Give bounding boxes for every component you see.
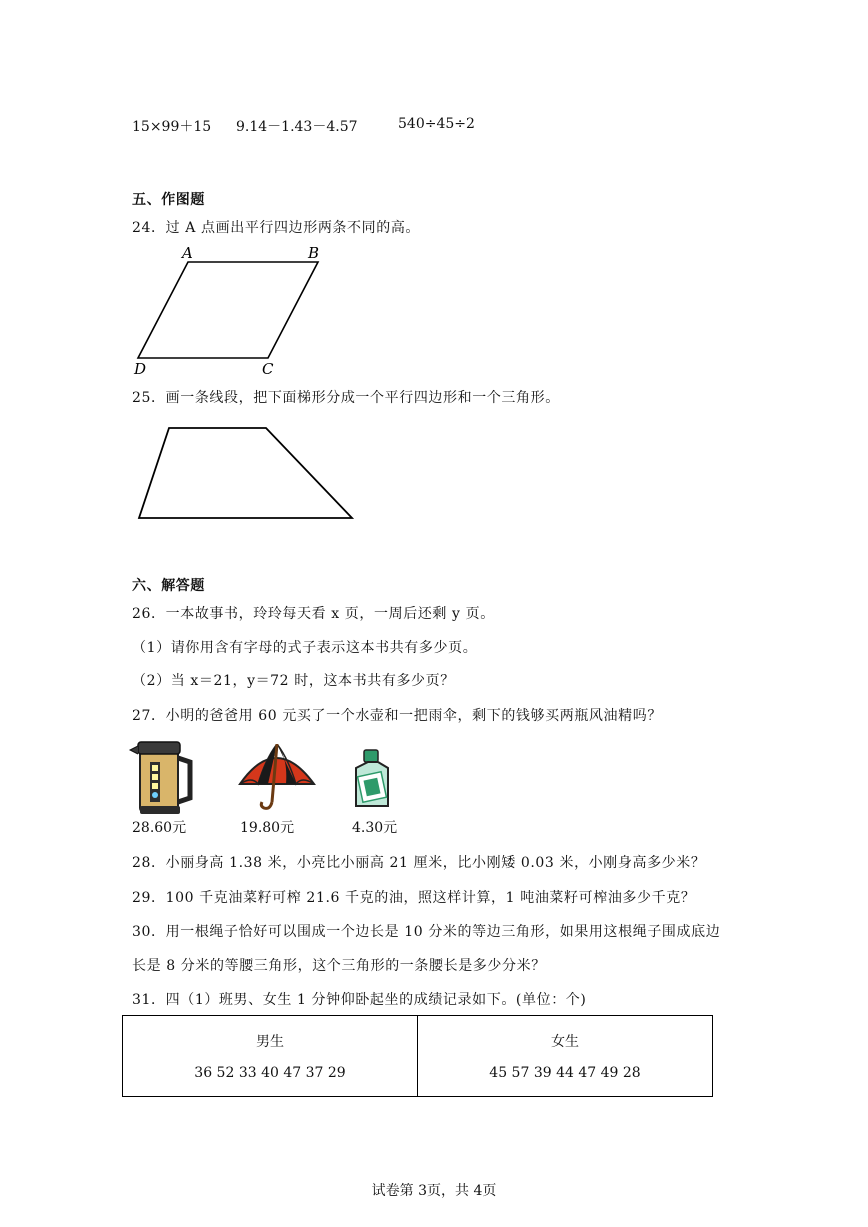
question-28: 28．小丽身高 1.38 米，小亮比小丽高 21 厘米，比小刚矮 0.03 米，小刚身高多少米？ [132, 855, 706, 871]
girls-cell [418, 1016, 713, 1097]
question-31: 31．四（1）班男、女生 1 分钟仰卧起坐的成绩记录如下。(单位：个) [132, 992, 587, 1008]
girls-header: 女生 [551, 1034, 579, 1050]
vertex-label-a: A [182, 244, 193, 262]
umbrella-icon [236, 744, 318, 814]
question-30-line-2: 长是 8 分米的等腰三角形，这个三角形的一条腰长是多少分米？ [132, 958, 546, 974]
oil-bottle-price: 4.30元 [352, 820, 398, 836]
question-29: 29．100 千克油菜籽可榨 21.6 千克的油，照这样计算，1 吨油菜籽可榨油多少千克？ [132, 890, 696, 906]
boys-header: 男生 [256, 1034, 284, 1050]
oil-bottle-icon [348, 748, 396, 812]
question-26: 26．一本故事书，玲玲每天看 x 页，一周后还剩 y 页。 [132, 606, 495, 622]
section-6-heading: 六、解答题 [132, 578, 205, 594]
question-26-part-2: （2）当 x＝21，y＝72 时，这本书共有多少页？ [132, 673, 455, 689]
umbrella-price: 19.80元 [240, 820, 295, 836]
girls-scores: 45 57 39 44 47 49 28 [489, 1065, 641, 1081]
calc-expression-1: 15×99＋15 [132, 119, 212, 135]
vertex-label-c: C [262, 360, 274, 378]
boys-cell [123, 1016, 418, 1097]
scores-table [122, 1015, 713, 1097]
question-24: 24．过 A 点画出平行四边形两条不同的高。 [132, 220, 421, 236]
vertex-label-b: B [308, 244, 320, 262]
trapezoid-shape [139, 428, 352, 518]
trapezoid-figure [134, 424, 358, 524]
kettle-price: 28.60元 [132, 820, 187, 836]
question-26-part-1: （1）请你用含有字母的式子表示这本书共有多少页。 [132, 640, 478, 656]
vertex-label-d: D [134, 360, 147, 378]
calc-expression-3: 540÷45÷2 [398, 116, 475, 132]
kettle-icon [128, 740, 198, 816]
question-25: 25．画一条线段，把下面梯形分成一个平行四边形和一个三角形。 [132, 390, 560, 406]
question-27: 27．小明的爸爸用 60 元买了一个水壶和一把雨伞，剩下的钱够买两瓶风油精吗？ [132, 708, 662, 724]
parallelogram-shape [138, 262, 318, 358]
page-footer: 试卷第 3页，共 4页 [371, 1183, 497, 1199]
question-30-line-1: 30．用一根绳子恰好可以围成一个边长是 10 分米的等边三角形，如果用这根绳子围成底边 [132, 924, 721, 940]
section-5-heading: 五、作图题 [132, 192, 205, 208]
boys-scores: 36 52 33 40 47 37 29 [194, 1065, 346, 1081]
parallelogram-figure [128, 240, 338, 380]
calc-expression-2: 9.14－1.43－4.57 [236, 119, 358, 135]
